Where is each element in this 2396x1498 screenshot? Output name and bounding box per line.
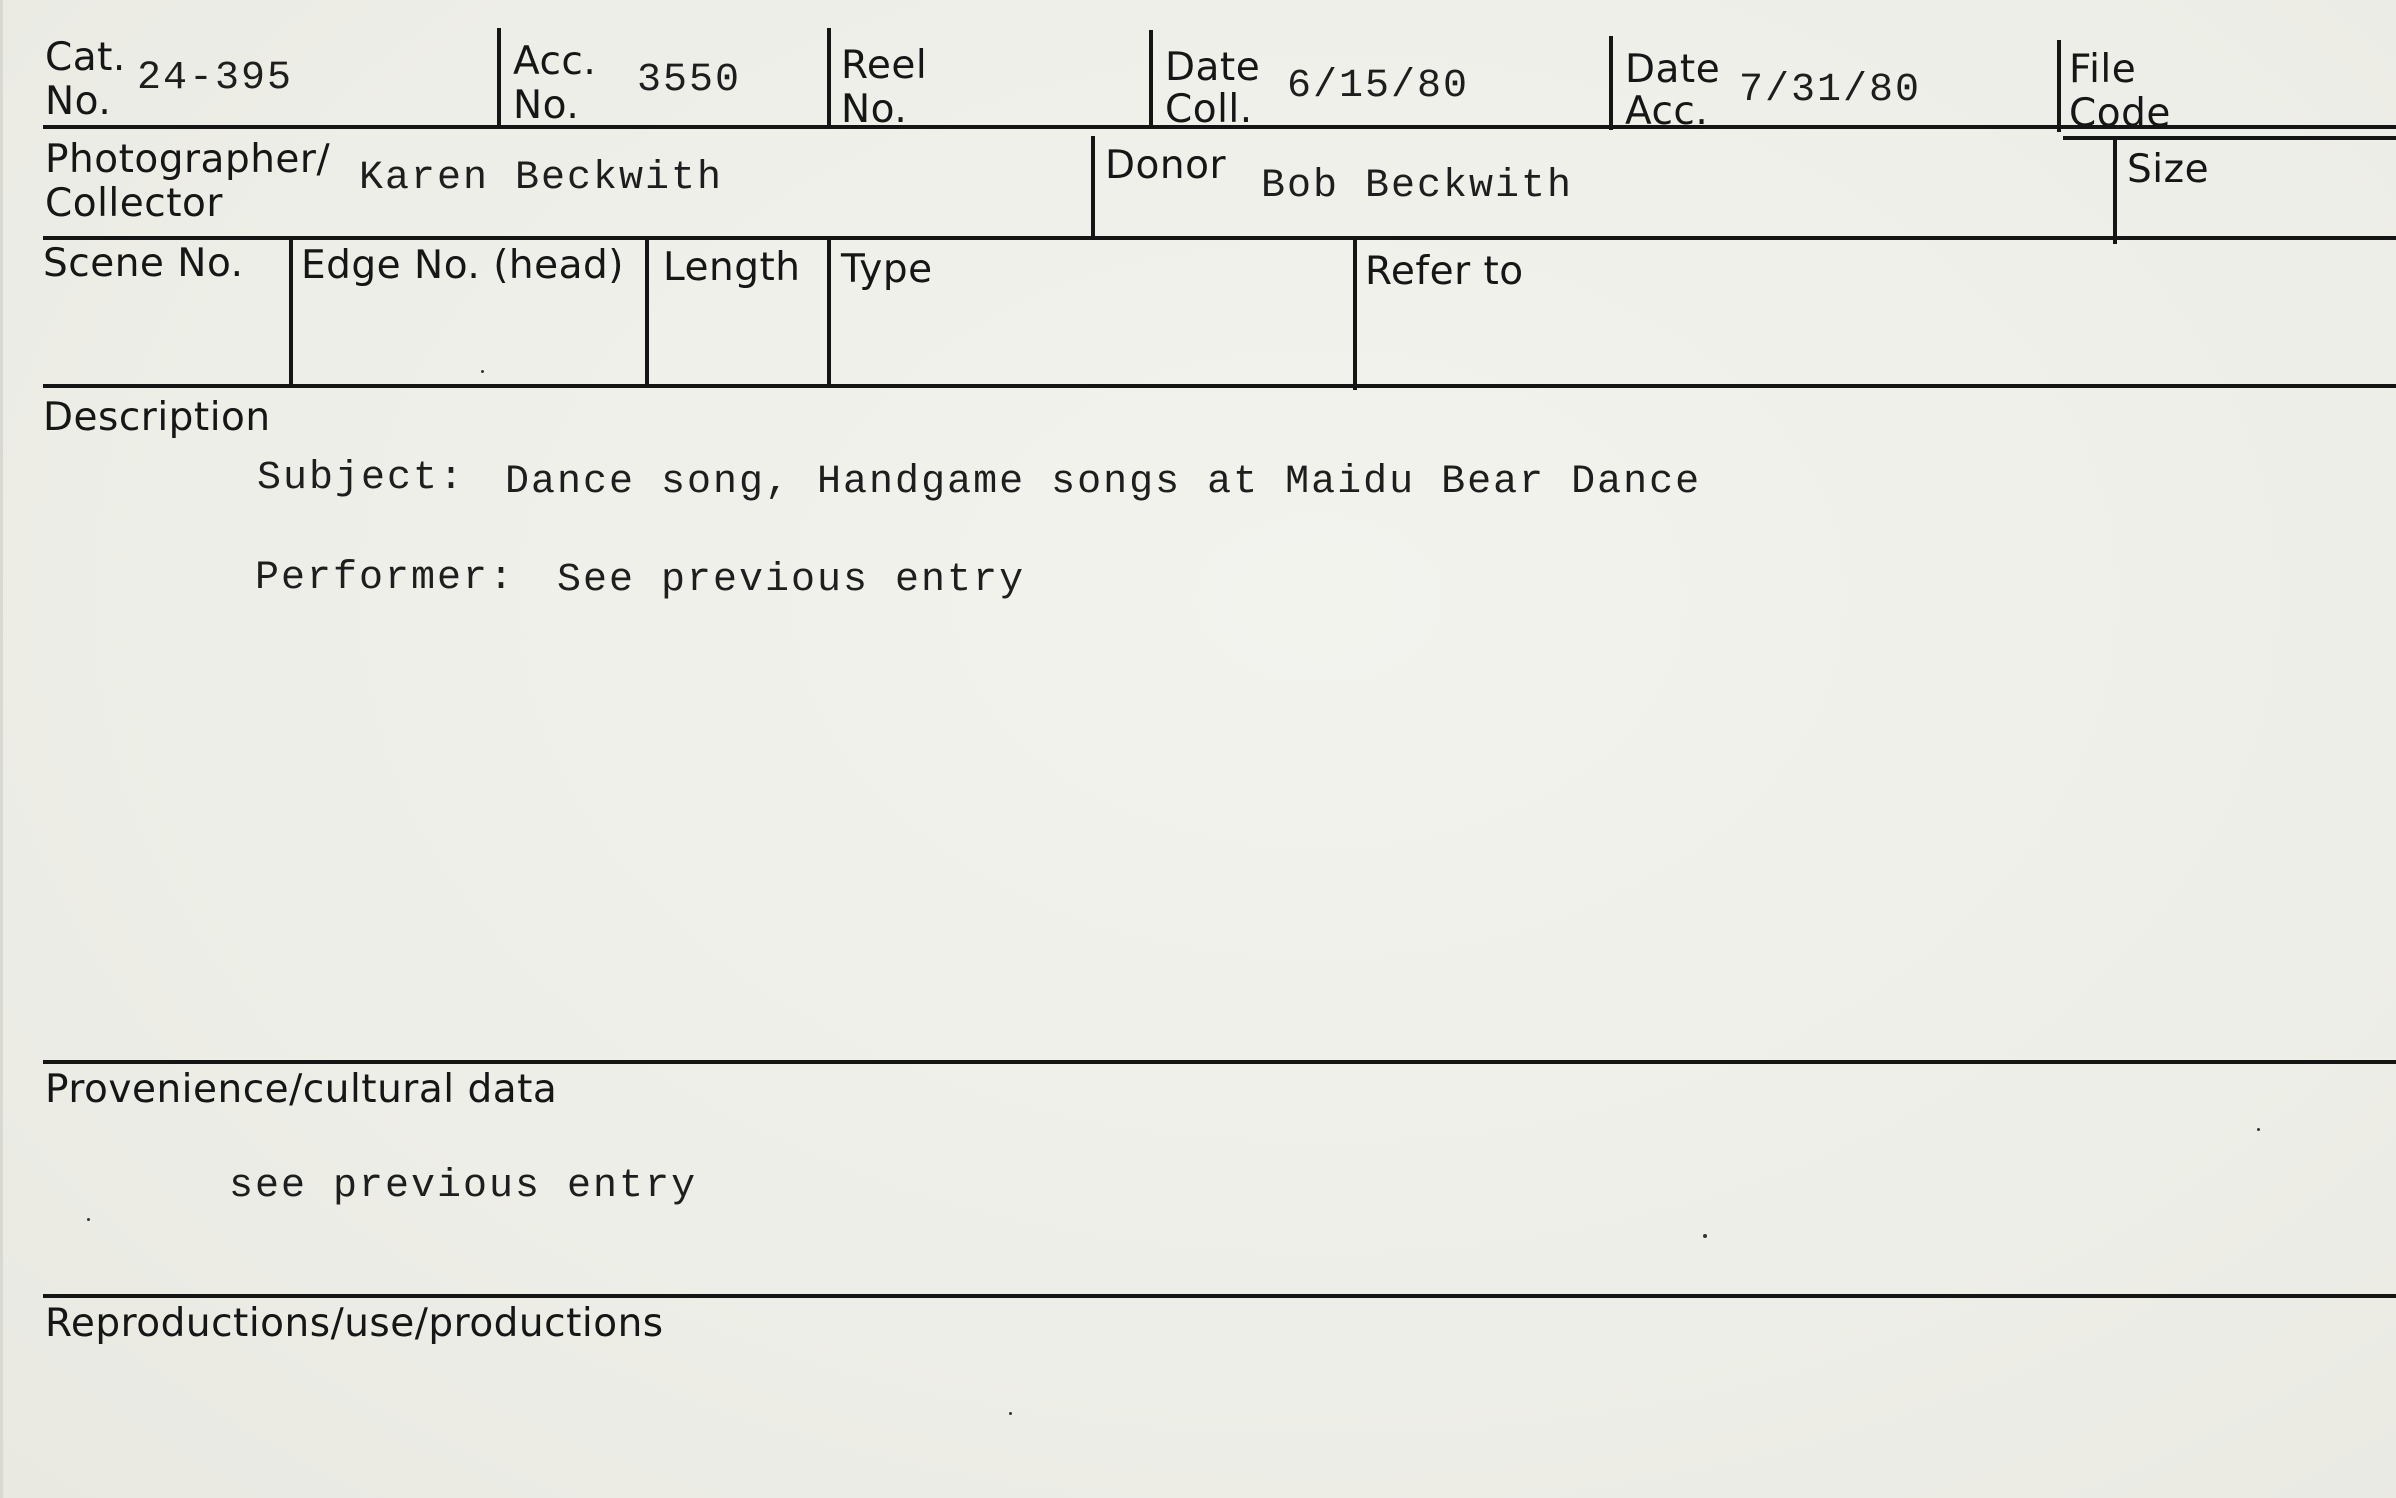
file-code-label-bottom: Code (2069, 91, 2171, 136)
reel-label-top: Reel (841, 43, 928, 88)
description-label: Description (43, 395, 271, 440)
donor-label: Donor (1105, 143, 1227, 188)
size-label: Size (2127, 147, 2210, 192)
performer-label: Performer: (255, 556, 516, 601)
photographer-label-bottom: Collector (45, 181, 223, 226)
divider-acc-reel (827, 28, 831, 128)
cat-number-value: 24-395 (137, 56, 294, 101)
subject-value: Dance song, Handgame songs at Maidu Bear Dance (505, 460, 1702, 505)
divider-dateacc-filecode (2057, 40, 2061, 132)
provenience-top-rule (43, 1060, 2396, 1064)
divider-datecoll-dateacc (1609, 36, 1613, 130)
paper-speck (481, 370, 484, 373)
donor-value: Bob Beckwith (1261, 164, 1574, 209)
provenience-value: see previous entry (229, 1164, 698, 1209)
date-collected-value: 6/15/80 (1287, 64, 1470, 109)
divider-scene-edge (289, 236, 293, 386)
reproductions-top-rule (43, 1294, 2396, 1298)
row3-bottom-rule (43, 384, 2396, 388)
file-code-label-top: File (2069, 47, 2137, 92)
cat-label-top: Cat. (45, 35, 126, 80)
acc-label-bottom: No. (513, 83, 580, 128)
paper-speck (1009, 1412, 1012, 1415)
date-acc-label-top: Date (1625, 47, 1721, 92)
refer-to-label: Refer to (1365, 249, 1524, 294)
divider-cat-acc (497, 28, 501, 128)
date-coll-label-bottom: Coll. (1165, 87, 1253, 132)
paper-speck (1703, 1234, 1707, 1238)
divider-photographer-donor (1091, 136, 1095, 240)
provenience-label: Provenience/cultural data (45, 1067, 558, 1112)
divider-donor-size (2113, 140, 2117, 244)
date-coll-label-top: Date (1165, 45, 1261, 90)
reel-label-bottom: No. (841, 87, 908, 132)
acc-number-value: 3550 (637, 58, 742, 103)
paper-speck (2257, 1128, 2260, 1131)
scene-number-label: Scene No. (43, 241, 244, 286)
subject-label: Subject: (257, 456, 466, 501)
divider-reel-datecoll (1149, 30, 1153, 128)
edge-number-label: Edge No. (head) (301, 243, 624, 288)
length-label: Length (663, 245, 801, 290)
cat-label-bottom: No. (45, 79, 112, 124)
date-acc-label-bottom: Acc. (1625, 89, 1709, 134)
type-label: Type (841, 247, 933, 292)
photographer-label-top: Photographer/ (45, 137, 331, 182)
row2-bottom-rule (43, 236, 2396, 240)
date-accessioned-value: 7/31/80 (1739, 68, 1922, 113)
reproductions-label: Reproductions/use/productions (45, 1301, 664, 1346)
divider-length-type (827, 238, 831, 388)
divider-type-refer (1353, 240, 1357, 390)
divider-edge-length (645, 238, 649, 388)
paper-speck (87, 1218, 90, 1221)
acc-label-top: Acc. (513, 39, 597, 84)
photographer-value: Karen Beckwith (359, 156, 724, 201)
performer-value: See previous entry (557, 558, 1026, 603)
